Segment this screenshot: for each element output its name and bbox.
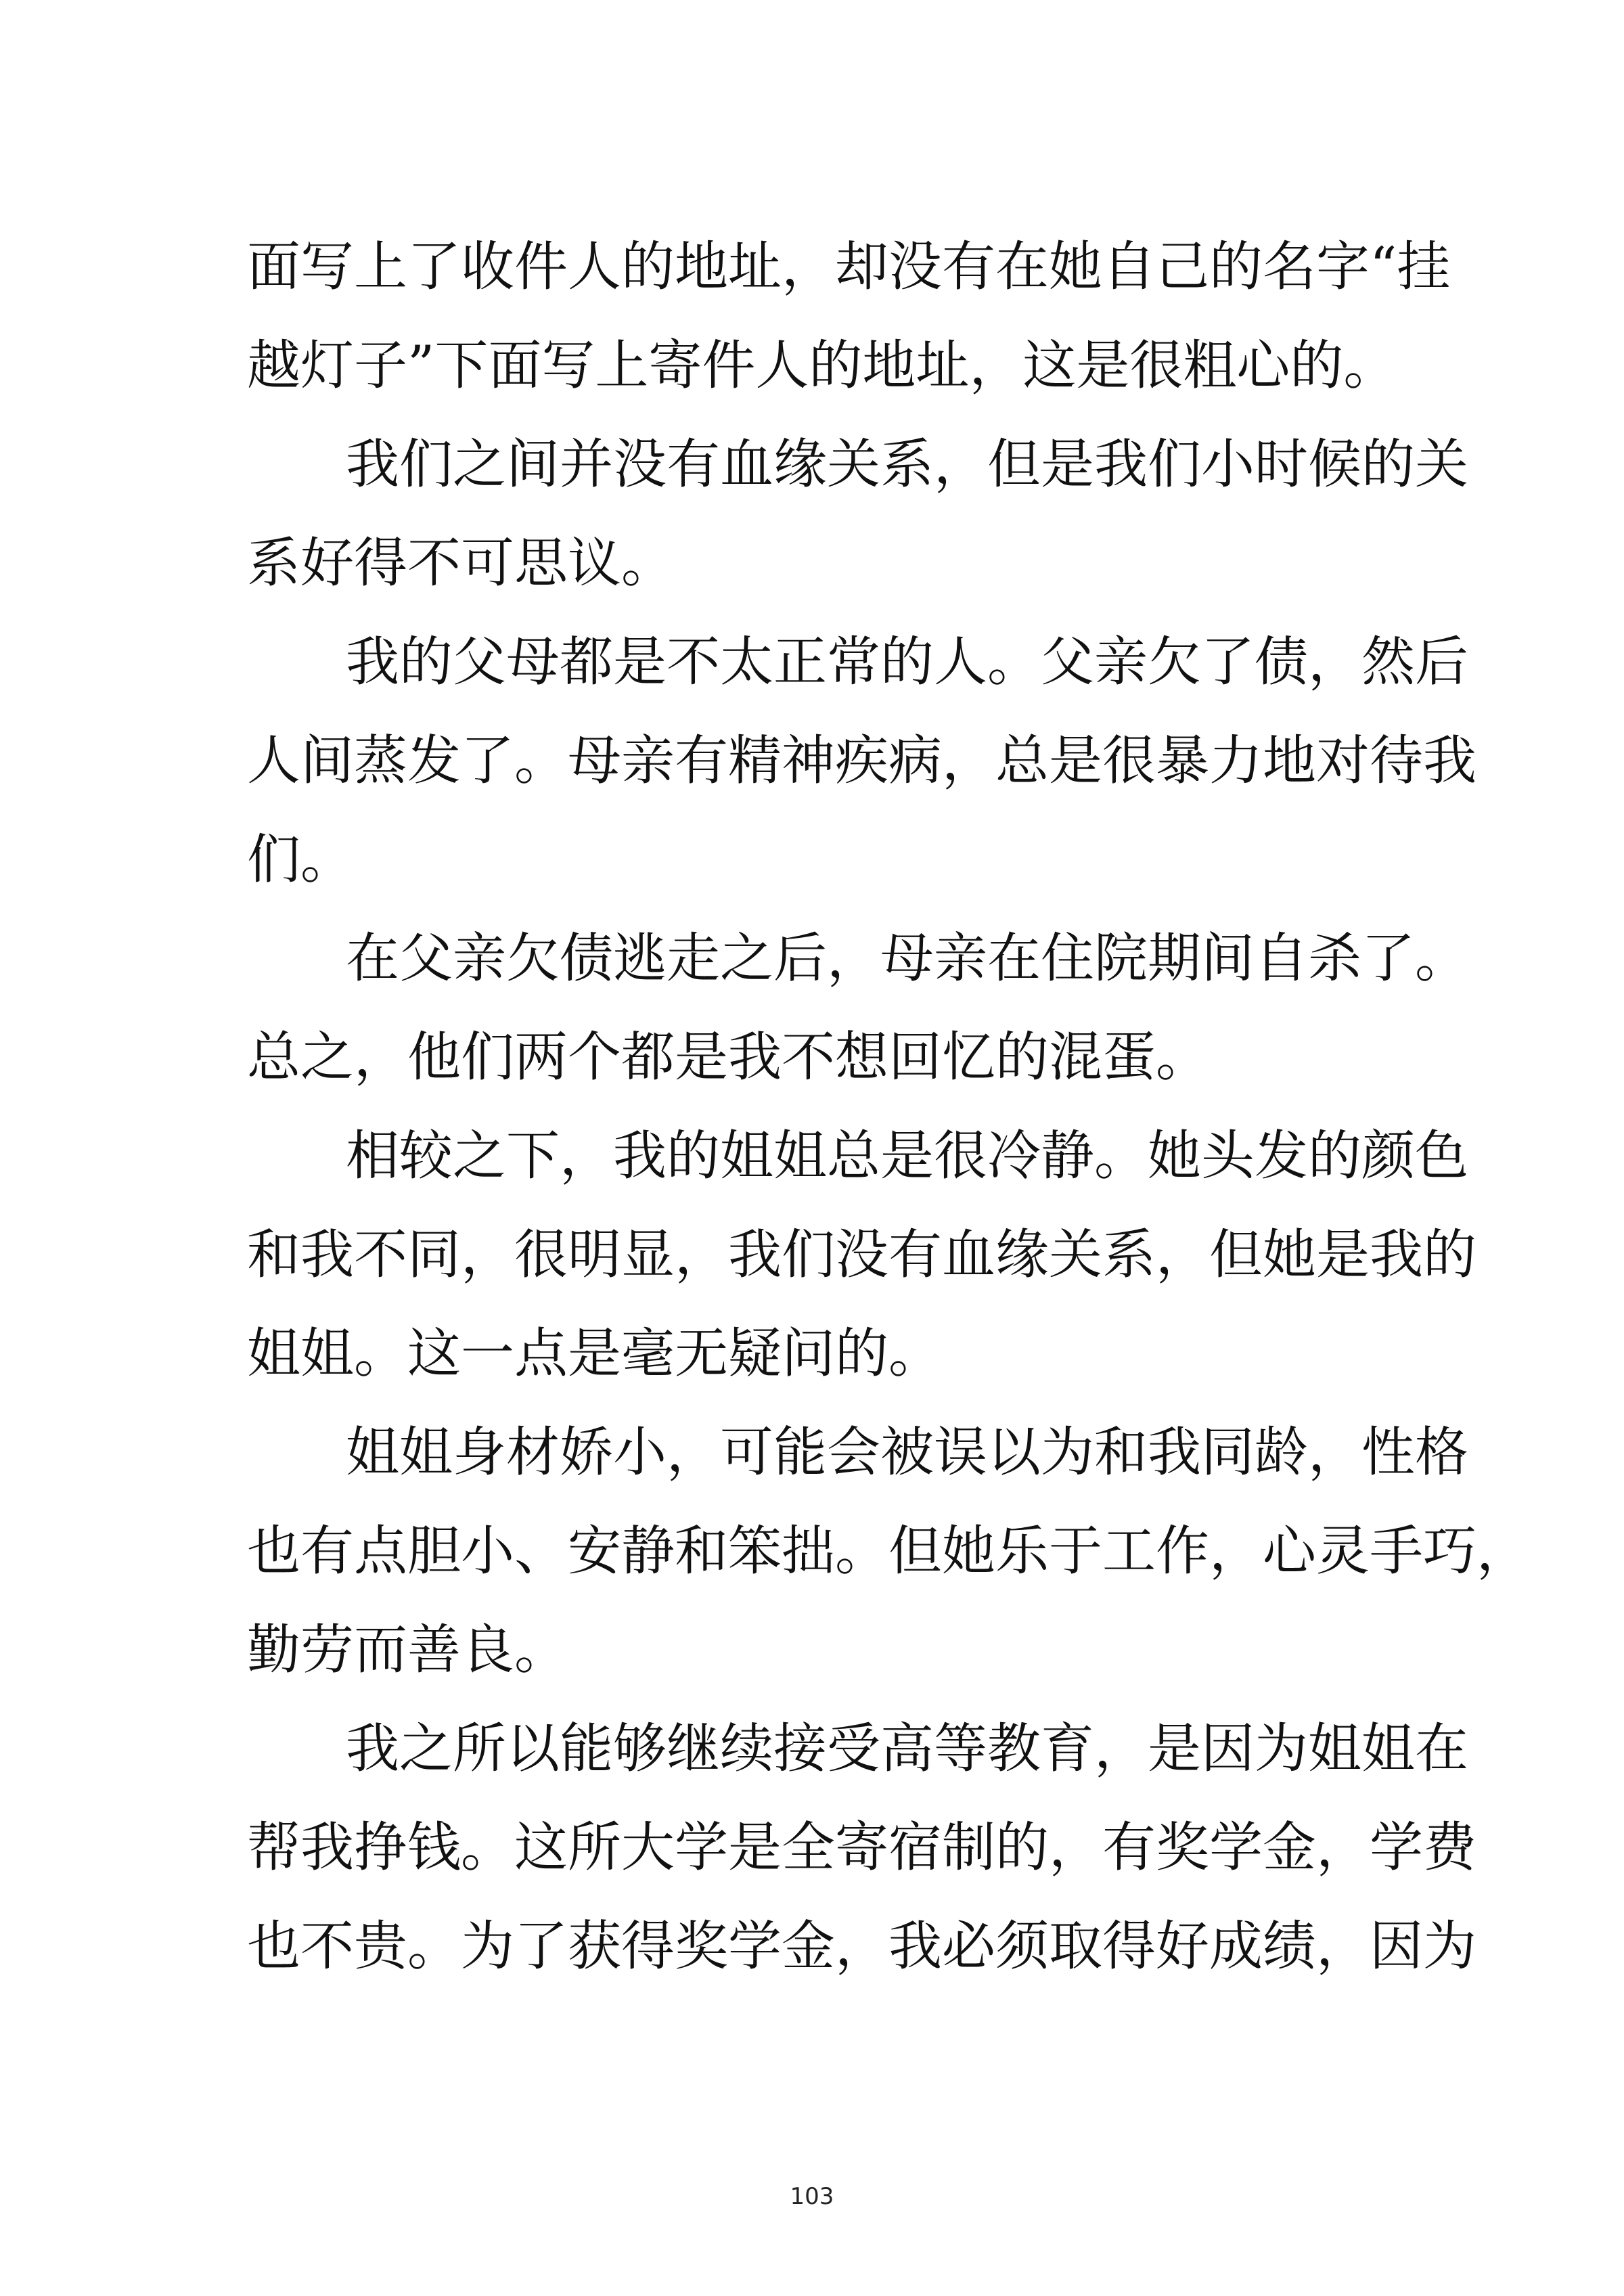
text-line: 帮我挣钱。这所大学是全寄宿制的，有奖学金，学费 — [247, 1816, 1476, 1878]
body-text — [247, 217, 1530, 1996]
text-line: 和我不同，很明显，我们没有血缘关系，但她是我的 — [247, 1223, 1476, 1286]
text-line: 姐姐。这一点是毫无疑问的。 — [247, 1322, 942, 1385]
paragraph-first-line: 姐姐身材娇小，可能会被误以为和我同龄，性格 — [346, 1421, 1468, 1483]
text-line: 总之，他们两个都是我不想回忆的混蛋。 — [247, 1026, 1209, 1088]
text-line: 系好得不可思议。 — [247, 532, 675, 594]
paragraph-first-line: 相较之下，我的姐姐总是很冷静。她头发的颜色 — [346, 1125, 1468, 1187]
paragraph-first-line: 在父亲欠债逃走之后，母亲在住院期间自杀了。 — [346, 927, 1468, 989]
text-line: 越灯子”下面写上寄件人的地址，这是很粗心的。 — [247, 334, 1397, 397]
paragraph-first-line: 我的父母都是不太正常的人。父亲欠了债，然后 — [346, 631, 1468, 693]
text-line: 也有点胆小、安静和笨拙。但她乐于工作，心灵手巧， — [247, 1520, 1530, 1582]
text-line: 面写上了收件人的地址，却没有在她自己的名字“挂 — [247, 235, 1451, 298]
page-number: 103 — [790, 2183, 834, 2210]
text-line: 也不贵。为了获得奖学金，我必须取得好成绩，因为 — [247, 1915, 1476, 1977]
text-line: 们。 — [247, 828, 354, 891]
text-line: 人间蒸发了。母亲有精神疾病，总是很暴力地对待我 — [247, 729, 1476, 792]
text-line: 勤劳而善良。 — [247, 1619, 568, 1681]
paragraph-first-line: 我之所以能够继续接受高等教育，是因为姐姐在 — [346, 1717, 1468, 1780]
paragraph-first-line: 我们之间并没有血缘关系，但是我们小时候的关 — [346, 433, 1468, 495]
